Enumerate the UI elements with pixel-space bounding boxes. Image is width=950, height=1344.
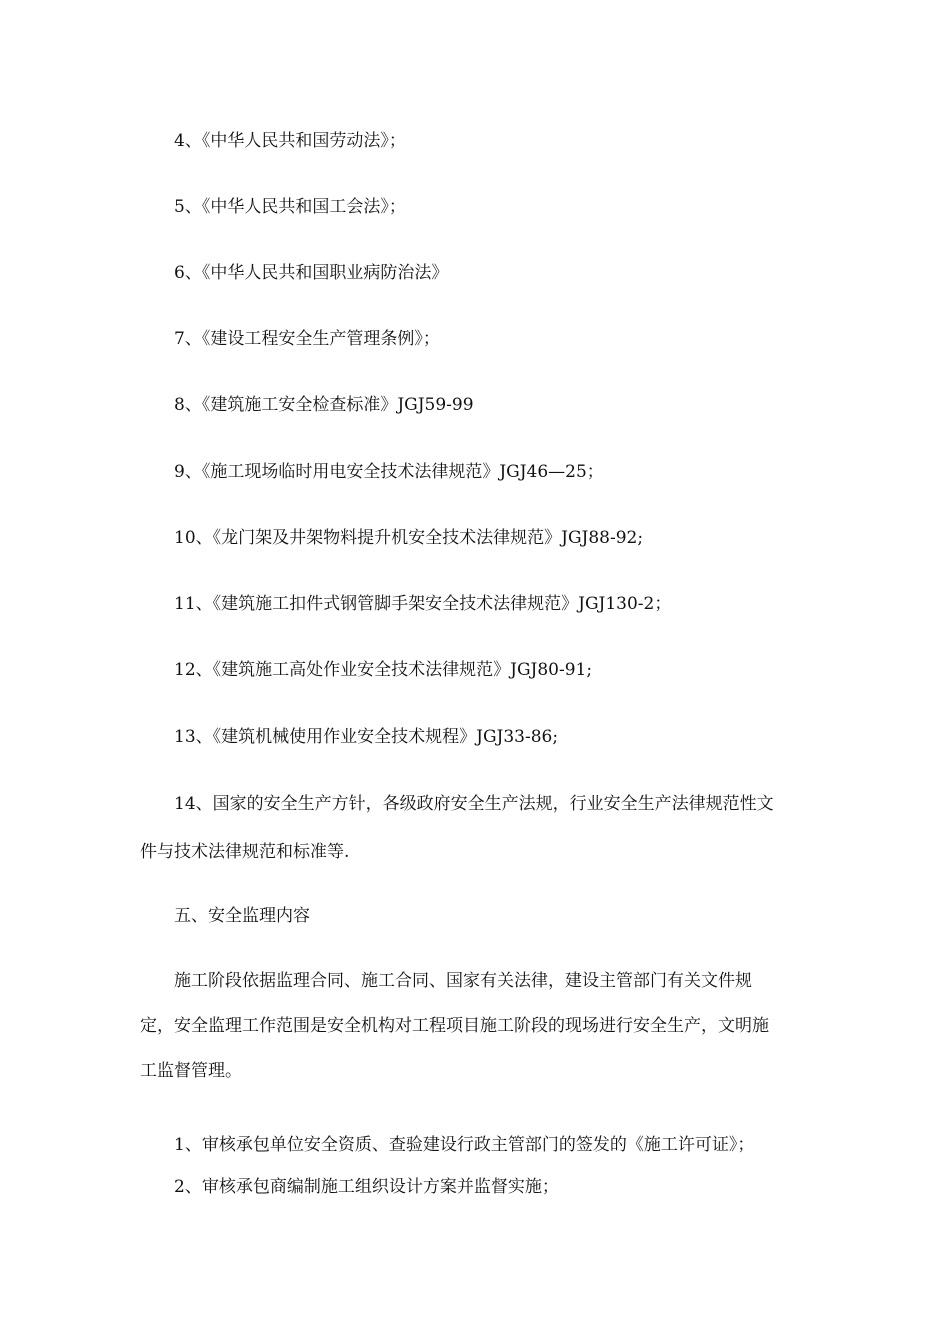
paragraph-line3: 工监督管理。	[140, 1061, 242, 1081]
section-heading: 五、安全监理内容	[174, 906, 310, 926]
duty-item: 1、审核承包单位安全资质、查验建设行政主管部门的签发的《施工许可证》；	[174, 1135, 755, 1155]
list-item: 4、《中华人民共和国劳动法》；	[174, 131, 406, 151]
list-item: 8、《建筑施工安全检查标准》JGJ59-99	[174, 395, 474, 415]
paragraph-line2: 定，安全监理工作范围是安全机构对工程项目施工阶段的现场进行安全生产，文明施	[140, 1016, 769, 1036]
item14-line2: 件与技术法律规范和标准等.	[140, 842, 350, 862]
list-item: 10、《龙门架及井架物料提升机安全技术法律规范》JGJ88-92;	[174, 528, 644, 548]
item14-line1: 14、国家的安全生产方针，各级政府安全生产法规，行业安全生产法律规范性文	[174, 794, 774, 814]
list-item: 5、《中华人民共和国工会法》；	[174, 197, 406, 217]
list-item: 9、《施工现场临时用电安全技术法律规范》JGJ46—25；	[174, 462, 604, 482]
list-item: 11、《建筑施工扣件式钢管脚手架安全技术法律规范》JGJ130-2；	[174, 594, 672, 614]
list-item: 7、《建设工程安全生产管理条例》；	[174, 329, 440, 349]
list-item: 13、《建筑机械使用作业安全技术规程》JGJ33-86;	[174, 727, 559, 747]
duty-item: 2、审核承包商编制施工组织设计方案并监督实施；	[174, 1177, 559, 1197]
list-item: 6、《中华人民共和国职业病防治法》	[174, 263, 449, 283]
list-item: 12、《建筑施工高处作业安全技术法律规范》JGJ80-91;	[174, 660, 593, 680]
paragraph-line1: 施工阶段依据监理合同、施工合同、国家有关法律，建设主管部门有关文件规	[174, 971, 752, 991]
